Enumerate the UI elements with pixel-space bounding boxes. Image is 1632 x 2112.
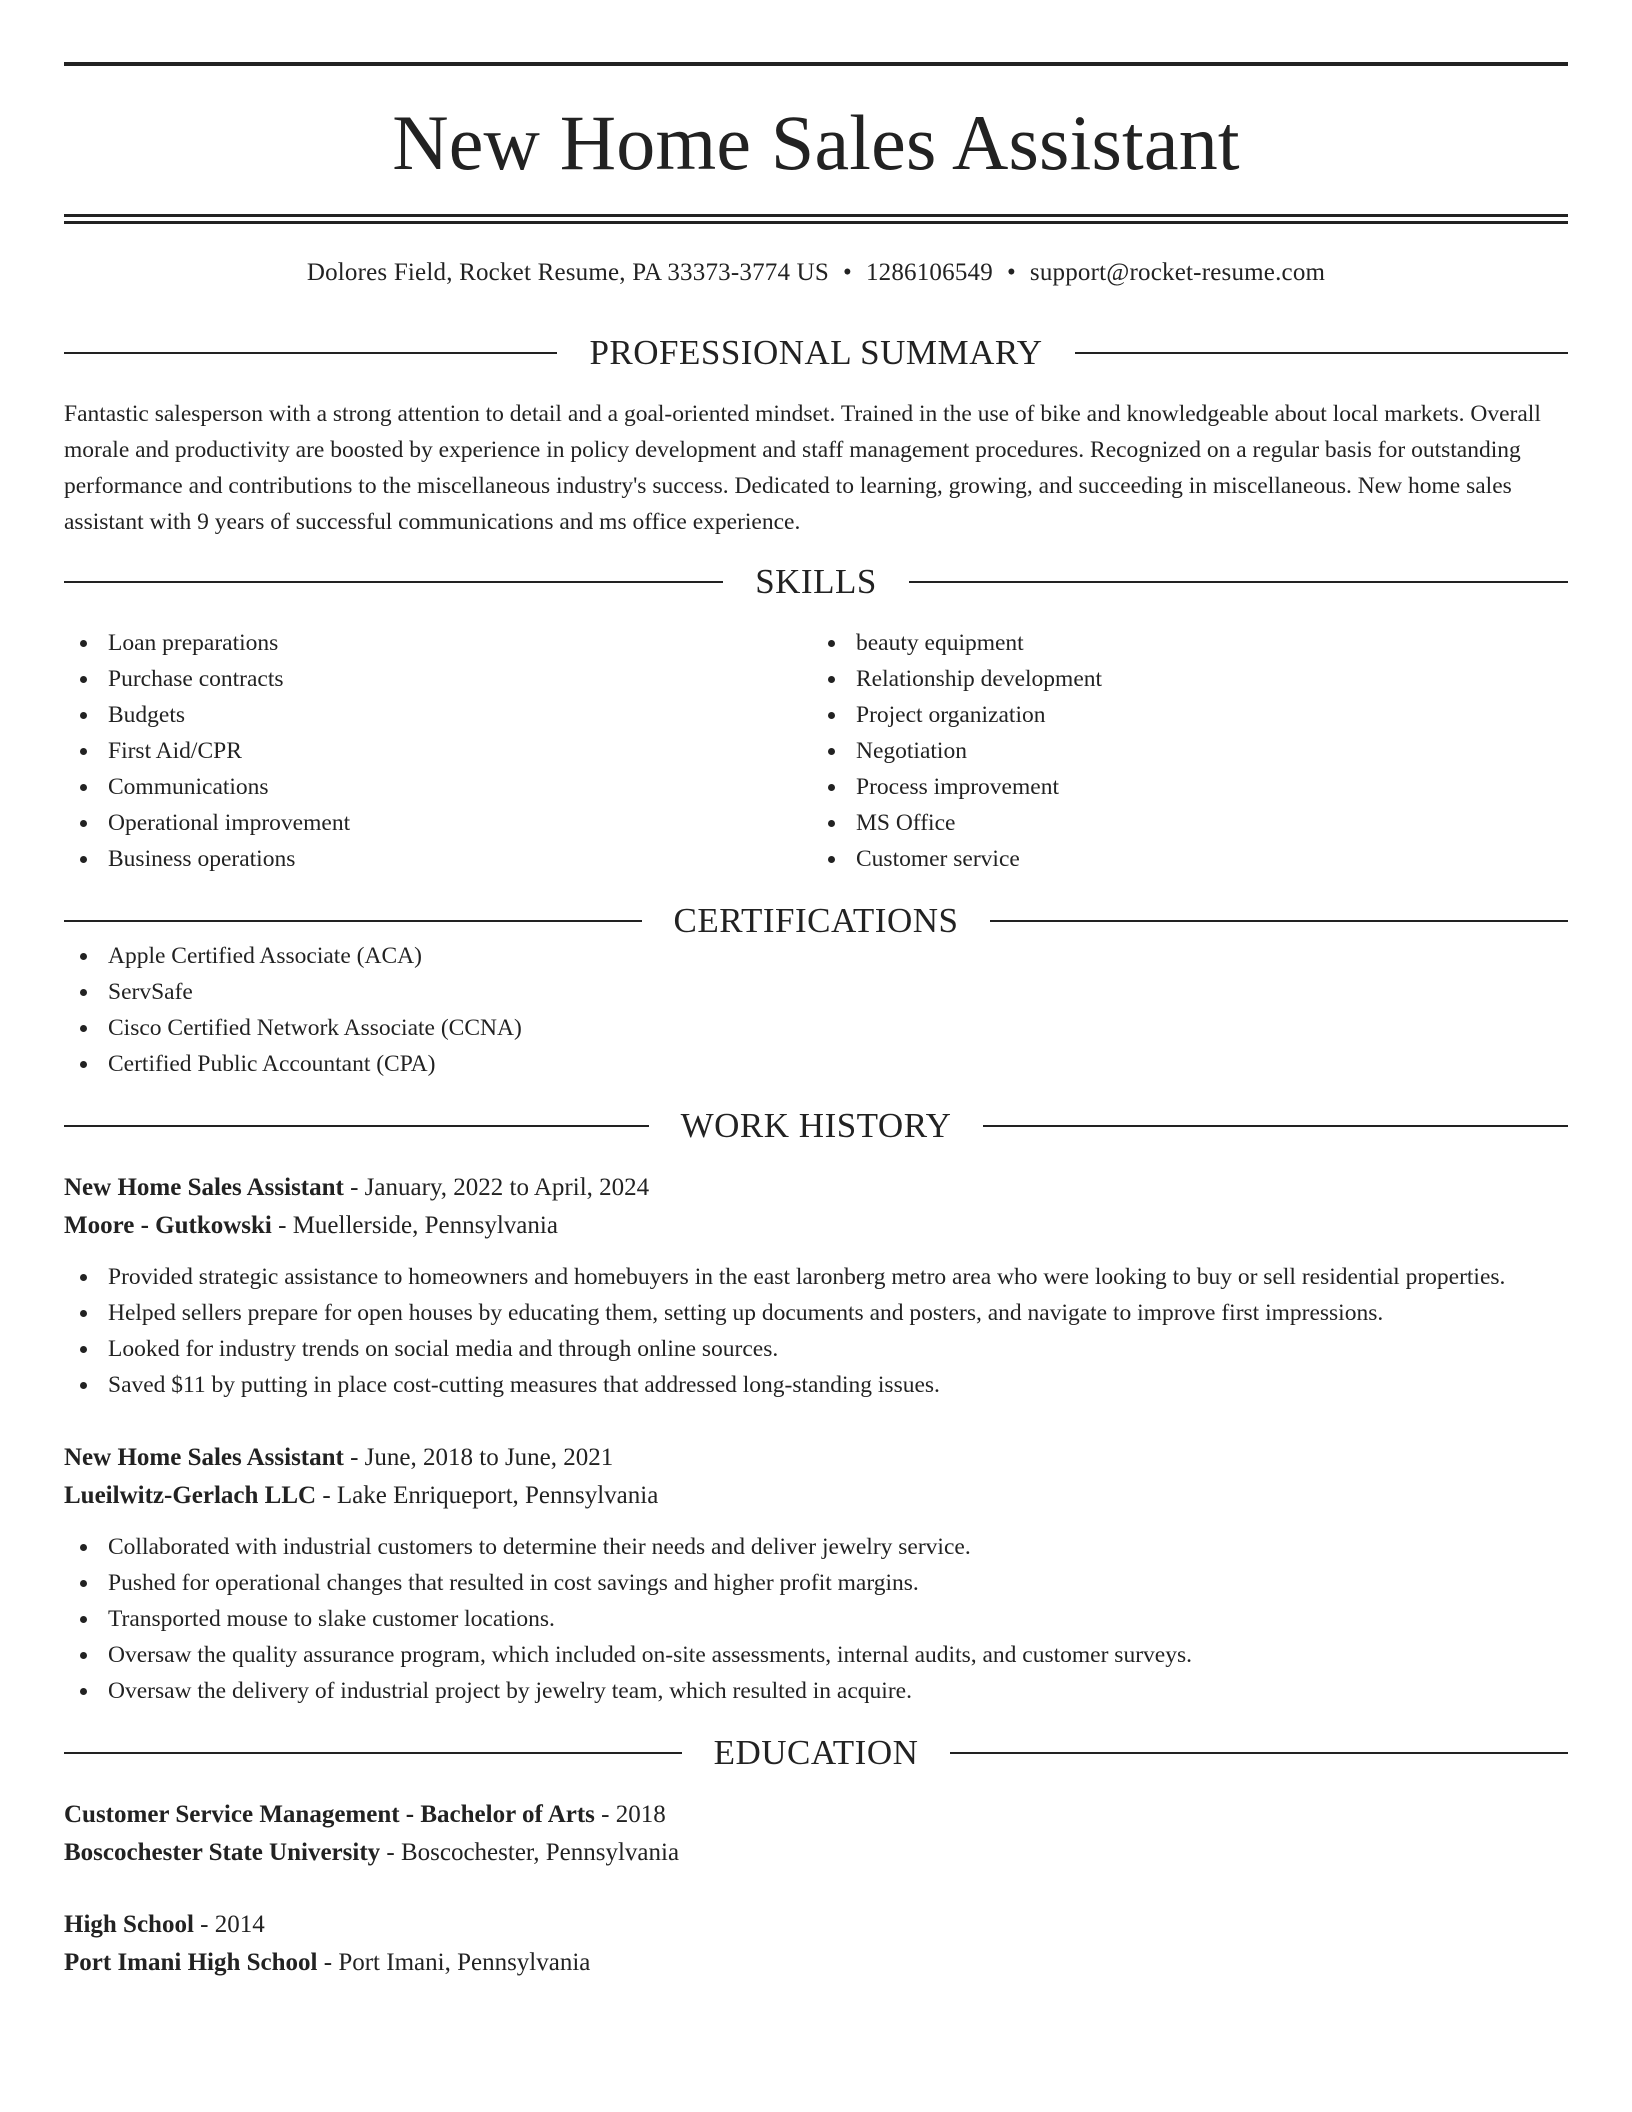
skill-item: Project organization: [812, 697, 1568, 733]
contact-separator: •: [842, 259, 852, 286]
section-rule-left: [64, 352, 557, 354]
education-entry: [64, 1796, 1568, 1872]
education-location: - Boscochester, Pennsylvania: [380, 1839, 680, 1866]
section-title-certifications: CERTIFICATIONS: [673, 901, 959, 940]
certification-item: ServSafe: [64, 974, 1568, 1010]
section-rule-right: [1075, 352, 1568, 354]
education-location: - Port Imani, Pennsylvania: [317, 1949, 591, 1976]
contact-phone: 1286106549: [865, 259, 993, 286]
section-title-skills: SKILLS: [755, 562, 877, 601]
certification-item: Certified Public Accountant (CPA): [64, 1046, 1568, 1082]
job-bullet: Collaborated with industrial customers to determine their needs and deliver jewelry service.: [64, 1529, 1568, 1565]
section-header-education: [64, 1735, 1568, 1770]
section-rule-right: [950, 1752, 1568, 1754]
section-header-work: [64, 1108, 1568, 1143]
top-rule: [64, 62, 1568, 66]
job-bullet: Oversaw the delivery of industrial project by jewelry team, which resulted in acquire.: [64, 1673, 1568, 1709]
job-title: New Home Sales Assistant: [64, 1444, 344, 1471]
job-bullet: Looked for industry trends on social media and through online sources.: [64, 1331, 1568, 1367]
education-degree-line: [64, 1906, 1568, 1944]
contact-separator: •: [1006, 259, 1016, 286]
skill-item: Loan preparations: [64, 625, 820, 661]
contact-line: [64, 260, 1568, 285]
section-header-summary: [64, 335, 1568, 370]
section-header-certifications: [64, 903, 1568, 938]
education-school: Port Imani High School: [64, 1949, 318, 1976]
skill-item: MS Office: [812, 805, 1568, 841]
contact-email: support@rocket-resume.com: [1029, 259, 1326, 286]
job-bullet: Saved $11 by putting in place cost-cutting measures that addressed long-standing issues.: [64, 1367, 1568, 1403]
job-bullet: Pushed for operational changes that resulted in cost savings and higher profit margins.: [64, 1565, 1568, 1601]
education-school-line: [64, 1944, 1568, 1982]
job-title-line: [64, 1169, 1568, 1207]
job-bullet: Transported mouse to slake customer locations.: [64, 1601, 1568, 1637]
contact-address: Dolores Field, Rocket Resume, PA 33373-3774 US: [306, 259, 829, 286]
job-dates: - January, 2022 to April, 2024: [343, 1174, 650, 1201]
education-year: - 2018: [594, 1801, 666, 1828]
section-title-education: EDUCATION: [713, 1733, 919, 1772]
job-bullet: Helped sellers prepare for open houses by educating them, setting up documents and posters, and navigate to improve first impressions.: [64, 1295, 1568, 1331]
skill-item: Relationship development: [812, 661, 1568, 697]
skills-column-left: [64, 625, 820, 877]
section-title-work: WORK HISTORY: [680, 1106, 952, 1145]
education-degree: High School: [64, 1911, 194, 1938]
certification-item: Apple Certified Associate (ACA): [64, 938, 1568, 974]
education-degree-line: [64, 1796, 1568, 1834]
summary-text: Fantastic salesperson with a strong attention to detail and a goal-oriented mindset. Trained in the use of bike and knowledgeable about local markets. Overall morale and productivity are boosted by experience in policy development and staff management procedures. Recognized on a regular basis for outstanding performance and contributions to the miscellaneous industry's success. Dedicated to learning, growing, and succeeding in miscellaneous. New home sales assistant with 9 years of successful communications and ms office experience.: [64, 401, 1541, 535]
section-rule-right: [909, 581, 1568, 583]
skills-column-right: [812, 625, 1568, 877]
job-location: - Muellerside, Pennsylvania: [271, 1212, 558, 1239]
job-bullet: Provided strategic assistance to homeowners and homebuyers in the east laronberg metro area who were looking to buy or sell residential properties.: [64, 1259, 1568, 1295]
job-dates: - June, 2018 to June, 2021: [343, 1444, 614, 1471]
job-entry: [64, 1439, 1568, 1709]
certifications-list: [64, 938, 1568, 1082]
job-title: New Home Sales Assistant: [64, 1174, 344, 1201]
job-company-line: [64, 1477, 1568, 1515]
skill-item: First Aid/CPR: [64, 733, 820, 769]
skill-item: Purchase contracts: [64, 661, 820, 697]
job-bullet: Oversaw the quality assurance program, which included on-site assessments, internal audits, and customer surveys.: [64, 1637, 1568, 1673]
education-school-line: [64, 1834, 1568, 1872]
skill-item: Negotiation: [812, 733, 1568, 769]
skill-item: Operational improvement: [64, 805, 820, 841]
job-company: Moore - Gutkowski: [64, 1212, 272, 1239]
skills-grid: [64, 625, 1568, 877]
job-bullets: [64, 1259, 1568, 1403]
certification-item: Cisco Certified Network Associate (CCNA): [64, 1010, 1568, 1046]
job-entry: [64, 1169, 1568, 1403]
job-company: Lueilwitz-Gerlach LLC: [64, 1482, 317, 1509]
education-year: - 2014: [193, 1911, 265, 1938]
section-rule-right: [983, 1125, 1568, 1127]
job-title-line: [64, 1439, 1568, 1477]
section-rule-left: [64, 581, 723, 583]
title-double-rule: [64, 214, 1568, 224]
section-rule-left: [64, 920, 642, 922]
education-degree: Customer Service Management - Bachelor of Arts: [64, 1801, 595, 1828]
education-entry: [64, 1906, 1568, 1982]
section-header-skills: [64, 564, 1568, 599]
section-title-summary: PROFESSIONAL SUMMARY: [589, 333, 1043, 372]
skill-item: Budgets: [64, 697, 820, 733]
section-rule-left: [64, 1125, 649, 1127]
section-rule-right: [990, 920, 1568, 922]
skill-item: Customer service: [812, 841, 1568, 877]
job-company-line: [64, 1207, 1568, 1245]
skill-item: Business operations: [64, 841, 820, 877]
skill-item: beauty equipment: [812, 625, 1568, 661]
section-rule-left: [64, 1752, 682, 1754]
resume-title: New Home Sales Assistant: [392, 99, 1240, 186]
skill-item: Communications: [64, 769, 820, 805]
education-school: Boscochester State University: [64, 1839, 381, 1866]
skill-item: Process improvement: [812, 769, 1568, 805]
job-location: - Lake Enriqueport, Pennsylvania: [316, 1482, 659, 1509]
job-bullets: [64, 1529, 1568, 1709]
